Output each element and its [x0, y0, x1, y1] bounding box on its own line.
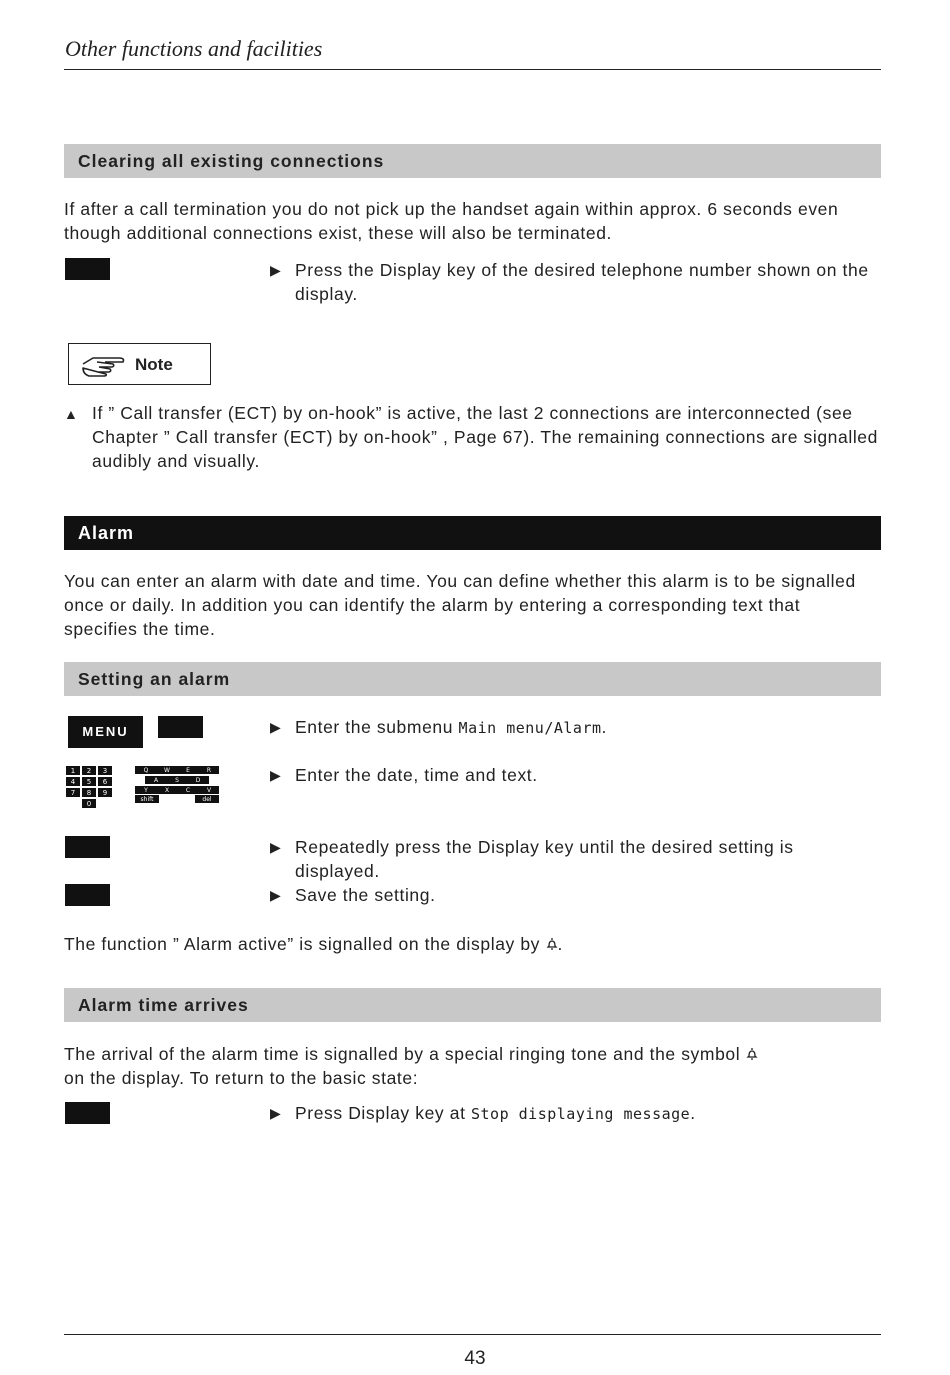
numeric-keypad-icon	[66, 766, 114, 808]
numpad-key-9: 9	[102, 789, 108, 797]
numpad-key-5: 5	[86, 778, 92, 786]
alpha-key-w: W	[164, 767, 170, 774]
numpad-key-6: 6	[102, 778, 108, 786]
alpha-key-r: R	[206, 767, 212, 774]
display-key-icon	[65, 258, 110, 280]
clearing-step-1: ▶ Press the Display key of the desired telephone number shown on the display.	[270, 260, 869, 304]
arrow-icon: ▶	[270, 719, 282, 735]
setting-step-2: ▶ Enter the date, time and text.	[270, 765, 538, 785]
section-heading-setting: Setting an alarm	[64, 662, 881, 696]
alpha-key-c: C	[185, 787, 191, 794]
arrow-icon: ▶	[270, 839, 282, 855]
display-key-icon	[65, 1102, 110, 1124]
display-key-icon	[65, 836, 110, 858]
clearing-intro: If after a call termination you do not pick up the handset again within approx. 6 seconds even though additional connections exist, these will also be terminated.	[64, 199, 839, 243]
arrives-intro: The arrival of the alarm time is signalled by a special ringing tone and the symbol on the display. To return to the basic state:	[64, 1042, 879, 1090]
alpha-key-v: V	[206, 787, 212, 794]
alarm-active-text: The function ” Alarm active” is signalled on the display by .	[64, 934, 563, 954]
alarm-intro: You can enter an alarm with date and time. You can define whether this alarm is to be signalled once or daily. In addition you can identify the alarm by entering a corresponding text that specifies the time.	[64, 571, 856, 639]
arrow-icon: ▶	[270, 1105, 282, 1121]
alpha-key-del: del	[202, 796, 212, 803]
numpad-key-8: 8	[86, 789, 92, 797]
header-rule	[64, 69, 881, 70]
numpad-key-4: 4	[70, 778, 76, 786]
running-header: Other functions and facilities	[65, 36, 323, 61]
section-heading-clearing: Clearing all existing connections	[64, 144, 881, 178]
menu-key-icon: MENU	[68, 716, 143, 748]
arrow-icon: ▶	[270, 767, 282, 783]
alpha-key-q: Q	[143, 767, 149, 774]
alpha-key-x: X	[164, 787, 170, 794]
arrow-icon: ▶	[270, 262, 282, 278]
alpha-key-d: D	[195, 777, 201, 784]
alpha-key-y: Y	[144, 787, 148, 794]
display-key-icon	[158, 716, 203, 738]
display-key-icon	[65, 884, 110, 906]
footer-rule	[64, 1334, 881, 1335]
numpad-key-2: 2	[86, 767, 92, 775]
arrives-step-1: ▶ Press Display key at Stop displaying message.	[270, 1103, 696, 1123]
numpad-key-0: 0	[86, 800, 92, 808]
numpad-key-3: 3	[102, 767, 108, 775]
arrow-icon: ▶	[270, 887, 282, 903]
page-number: 43	[464, 1348, 486, 1369]
section-heading-alarm: Alarm	[64, 516, 881, 550]
setting-step-4: ▶ Save the setting.	[270, 885, 436, 905]
numpad-key-7: 7	[70, 789, 76, 797]
triangle-bullet-icon: ▲	[64, 406, 79, 422]
section-heading-arrives: Alarm time arrives	[64, 988, 881, 1022]
alpha-key-shift: shift	[140, 796, 154, 803]
setting-step-3: ▶ Repeatedly press the Display key until the desired setting is displayed.	[270, 837, 794, 881]
alpha-key-s: S	[175, 777, 179, 784]
alpha-key-e: E	[186, 767, 190, 774]
alarm-bell-icon	[546, 937, 558, 951]
note-label: Note	[135, 355, 173, 374]
setting-step-1: ▶ Enter the submenu Main menu/Alarm.	[270, 717, 607, 737]
alpha-keypad-icon	[135, 766, 221, 804]
note-bullet: ▲ If ” Call transfer (ECT) by on-hook” is active, the last 2 connections are interconnected (see Chapter ” Call transfer (ECT) by on-hook” , Page 67). The remaining connections are signalled audibly and visually.	[64, 403, 878, 471]
alpha-key-a: A	[153, 777, 159, 784]
pointing-hand-icon	[79, 350, 127, 378]
alarm-bell-icon	[746, 1047, 758, 1061]
numpad-key-1: 1	[70, 767, 76, 775]
note-box	[68, 343, 211, 385]
